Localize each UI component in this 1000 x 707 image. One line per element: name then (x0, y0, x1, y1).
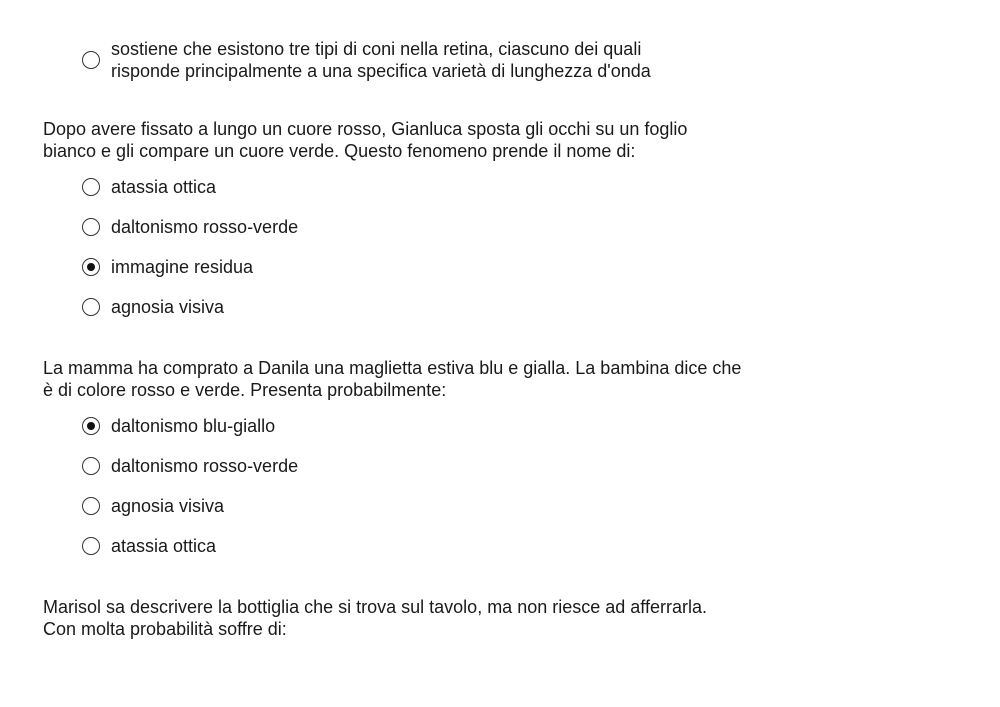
option-agnosia-visiva[interactable] (82, 296, 711, 318)
option-label: daltonismo rosso-verde (111, 217, 299, 237)
radio-button[interactable] (82, 178, 100, 196)
question-afterimage: Dopo avere fissato a lungo un cuore rosso, Gianluca sposta gli occhi su un foglio bianco e gli compare un cuore verde. Questo fenomeno prende il nome di: (43, 119, 688, 161)
option-label: daltonismo blu-giallo (111, 416, 276, 436)
option-agnosia-visiva[interactable] (82, 495, 711, 517)
radio-button[interactable] (82, 51, 100, 69)
option-label: sostiene che esistono tre tipi di coni nella retina, ciascuno dei quali risponde principalmente a una specifica varietà di lunghezza d'onda (111, 39, 651, 81)
option-label: agnosia visiva (111, 496, 225, 516)
radio-button[interactable] (82, 298, 100, 316)
radio-button[interactable] (82, 218, 100, 236)
option-atassia-ottica[interactable] (82, 176, 711, 198)
option-daltonismo-rosso-verde[interactable] (82, 455, 711, 477)
option-label: atassia ottica (111, 177, 217, 197)
option-atassia-ottica[interactable] (82, 535, 711, 557)
question-optic-ataxia: Marisol sa descrivere la bottiglia che si trova sul tavolo, ma non riesce ad afferrarla. Con molta probabilità soffre di: (43, 597, 707, 639)
option-trichromatic-theory[interactable] (82, 38, 711, 82)
option-daltonismo-blu-giallo[interactable] (82, 415, 711, 437)
radio-button-selected[interactable] (82, 417, 100, 435)
option-label: immagine residua (111, 257, 254, 277)
option-daltonismo-rosso-verde[interactable] (82, 216, 711, 238)
radio-button[interactable] (82, 457, 100, 475)
option-immagine-residua[interactable] (82, 256, 711, 278)
radio-button-selected[interactable] (82, 258, 100, 276)
radio-button[interactable] (82, 497, 100, 515)
question-color-blindness: La mamma ha comprato a Danila una maglietta estiva blu e gialla. La bambina dice che è di colore rosso e verde. Presenta probabilmente: (43, 358, 742, 400)
radio-button[interactable] (82, 537, 100, 555)
option-label: atassia ottica (111, 536, 217, 556)
option-label: daltonismo rosso-verde (111, 456, 299, 476)
option-label: agnosia visiva (111, 297, 225, 317)
